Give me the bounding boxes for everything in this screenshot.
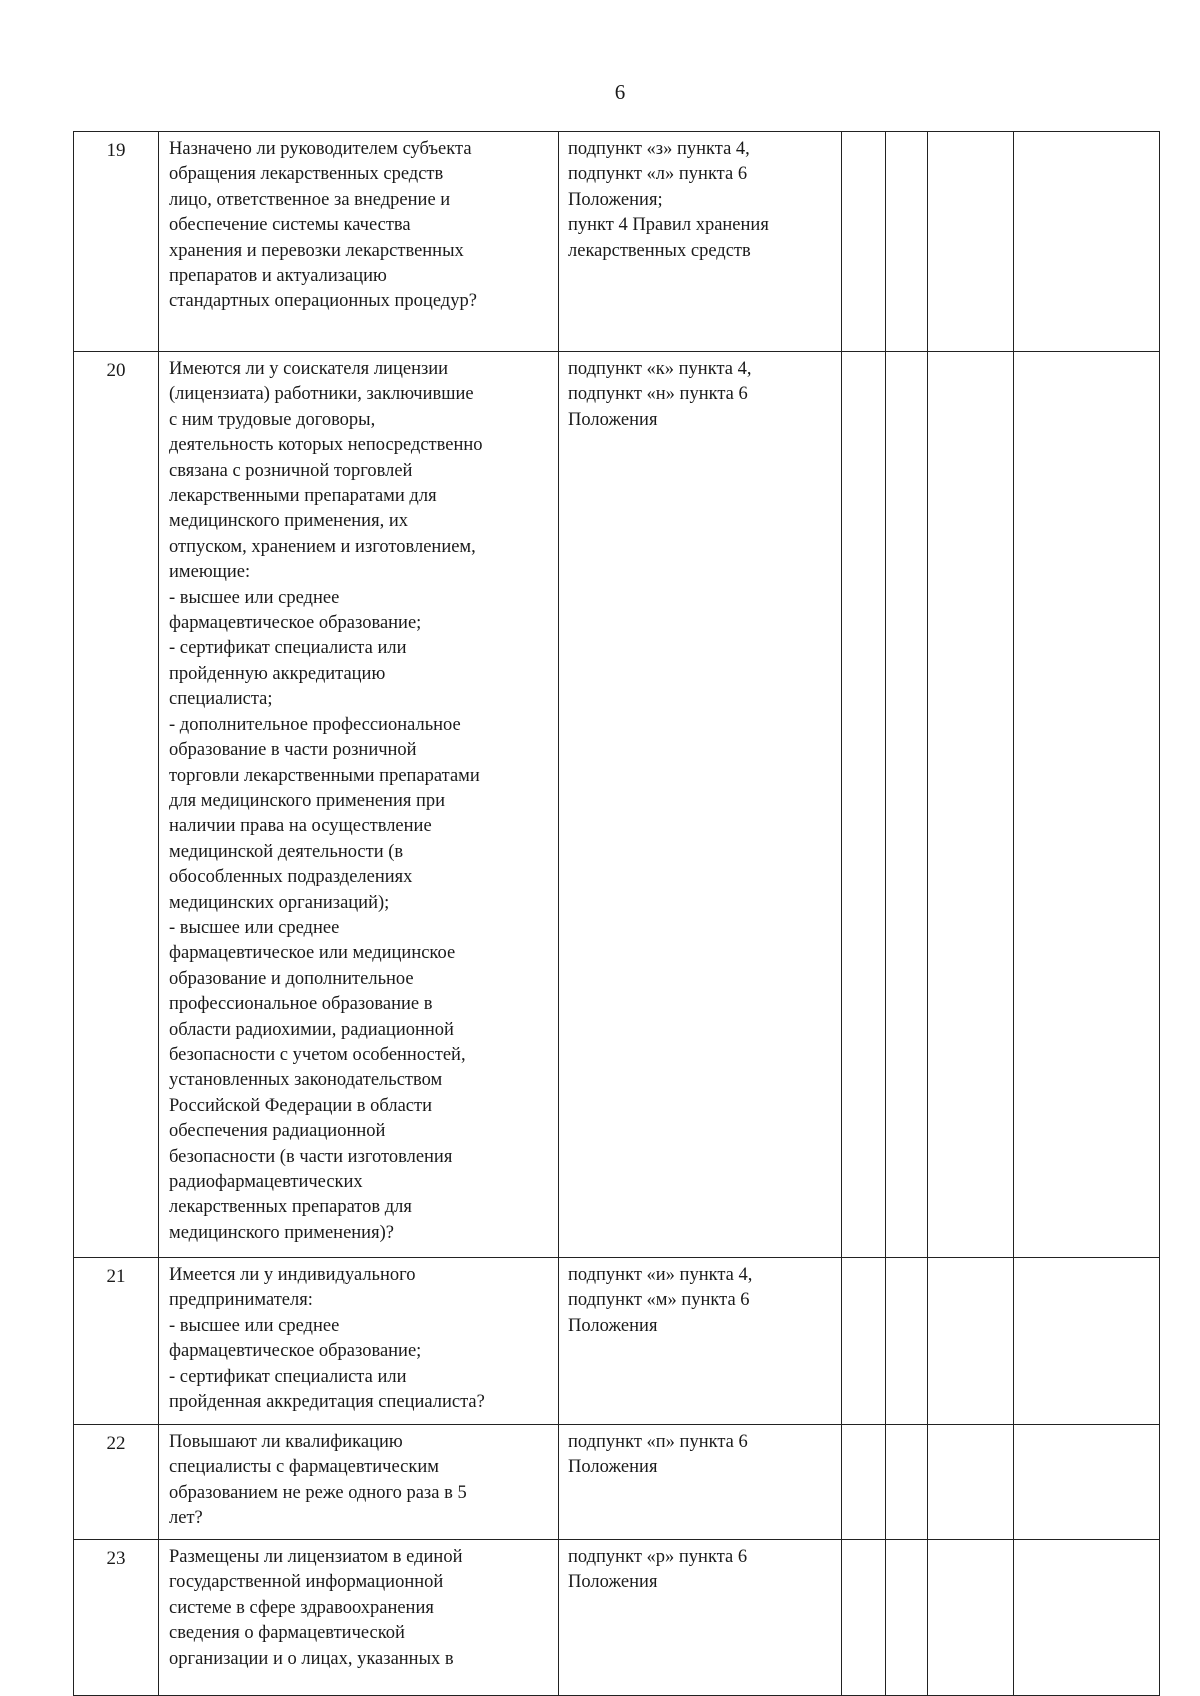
not-applicable-cell <box>928 1425 1014 1540</box>
table-row <box>74 352 1160 1258</box>
answer-yes-cell <box>842 1258 886 1425</box>
table-row <box>74 1258 1160 1425</box>
checklist-table <box>73 131 1160 1696</box>
answer-yes-cell <box>842 1540 886 1696</box>
question-text: Назначено ли руководителем субъекта обращения лекарственных средств лицо, ответственное за внедрение и обеспечение системы качества хранения и перевозки лекарственных препаратов и актуализацию стандартных операционных процедур? <box>159 132 559 352</box>
question-text: Размещены ли лицензиатом в единой государственной информационной системе в сфере здравоохранения сведения о фармацевтической организации и о лицах, указанных в <box>159 1540 559 1696</box>
row-number: 20 <box>74 352 159 1258</box>
answer-no-cell <box>886 352 928 1258</box>
note-cell <box>1014 1258 1160 1425</box>
answer-no-cell <box>886 1258 928 1425</box>
row-number: 21 <box>74 1258 159 1425</box>
table-row <box>74 1425 1160 1540</box>
not-applicable-cell <box>928 352 1014 1258</box>
note-cell <box>1014 132 1160 352</box>
row-number: 22 <box>74 1425 159 1540</box>
table-row <box>74 132 1160 352</box>
legal-reference: подпункт «к» пункта 4, подпункт «н» пункта 6 Положения <box>559 352 842 1258</box>
not-applicable-cell <box>928 1540 1014 1696</box>
not-applicable-cell <box>928 1258 1014 1425</box>
legal-reference: подпункт «р» пункта 6 Положения <box>559 1540 842 1696</box>
table-row <box>74 1540 1160 1696</box>
note-cell <box>1014 1540 1160 1696</box>
note-cell <box>1014 1425 1160 1540</box>
row-number: 19 <box>74 132 159 352</box>
answer-yes-cell <box>842 1425 886 1540</box>
answer-yes-cell <box>842 132 886 352</box>
question-text: Имеется ли у индивидуального предпринимателя: - высшее или среднее фармацевтическое образование; - сертификат специалиста или пройденная аккредитация специалиста? <box>159 1258 559 1425</box>
not-applicable-cell <box>928 132 1014 352</box>
answer-no-cell <box>886 1540 928 1696</box>
row-number: 23 <box>74 1540 159 1696</box>
page-number: 6 <box>614 80 626 104</box>
question-text: Повышают ли квалификацию специалисты с фармацевтическим образованием не реже одного раза в 5 лет? <box>159 1425 559 1540</box>
answer-yes-cell <box>842 352 886 1258</box>
question-text: Имеются ли у соискателя лицензии (лицензиата) работники, заключившие с ним трудовые договоры, деятельность которых непосредственно связана с розничной торговлей лекарственными препаратами для медицинского применения, их отпуском, хранением и изготовлением, имеющие: - высшее или среднее фармацевтическое образование; - сертификат специалиста или пройденную аккредитацию специалиста; - дополнительное профессиональное образование в части розничной торговли лекарственными препаратами для медицинского применения при наличии права на осуществление медицинской деятельности (в обособленных подразделениях медицинских организаций); - высшее или среднее фармацевтическое или медицинское образование и дополнительное профессиональное образование в области радиохимии, радиационной безопасности с учетом особенностей, установленных законодательством Российской Федерации в области обеспечения радиационной безопасности (в части изготовления радиофармацевтических лекарственных препаратов для медицинского применения)? <box>159 352 559 1258</box>
answer-no-cell <box>886 1425 928 1540</box>
legal-reference: подпункт «и» пункта 4, подпункт «м» пункта 6 Положения <box>559 1258 842 1425</box>
legal-reference: подпункт «з» пункта 4, подпункт «л» пункта 6 Положения; пункт 4 Правил хранения лекарственных средств <box>559 132 842 352</box>
note-cell <box>1014 352 1160 1258</box>
answer-no-cell <box>886 132 928 352</box>
legal-reference: подпункт «п» пункта 6 Положения <box>559 1425 842 1540</box>
